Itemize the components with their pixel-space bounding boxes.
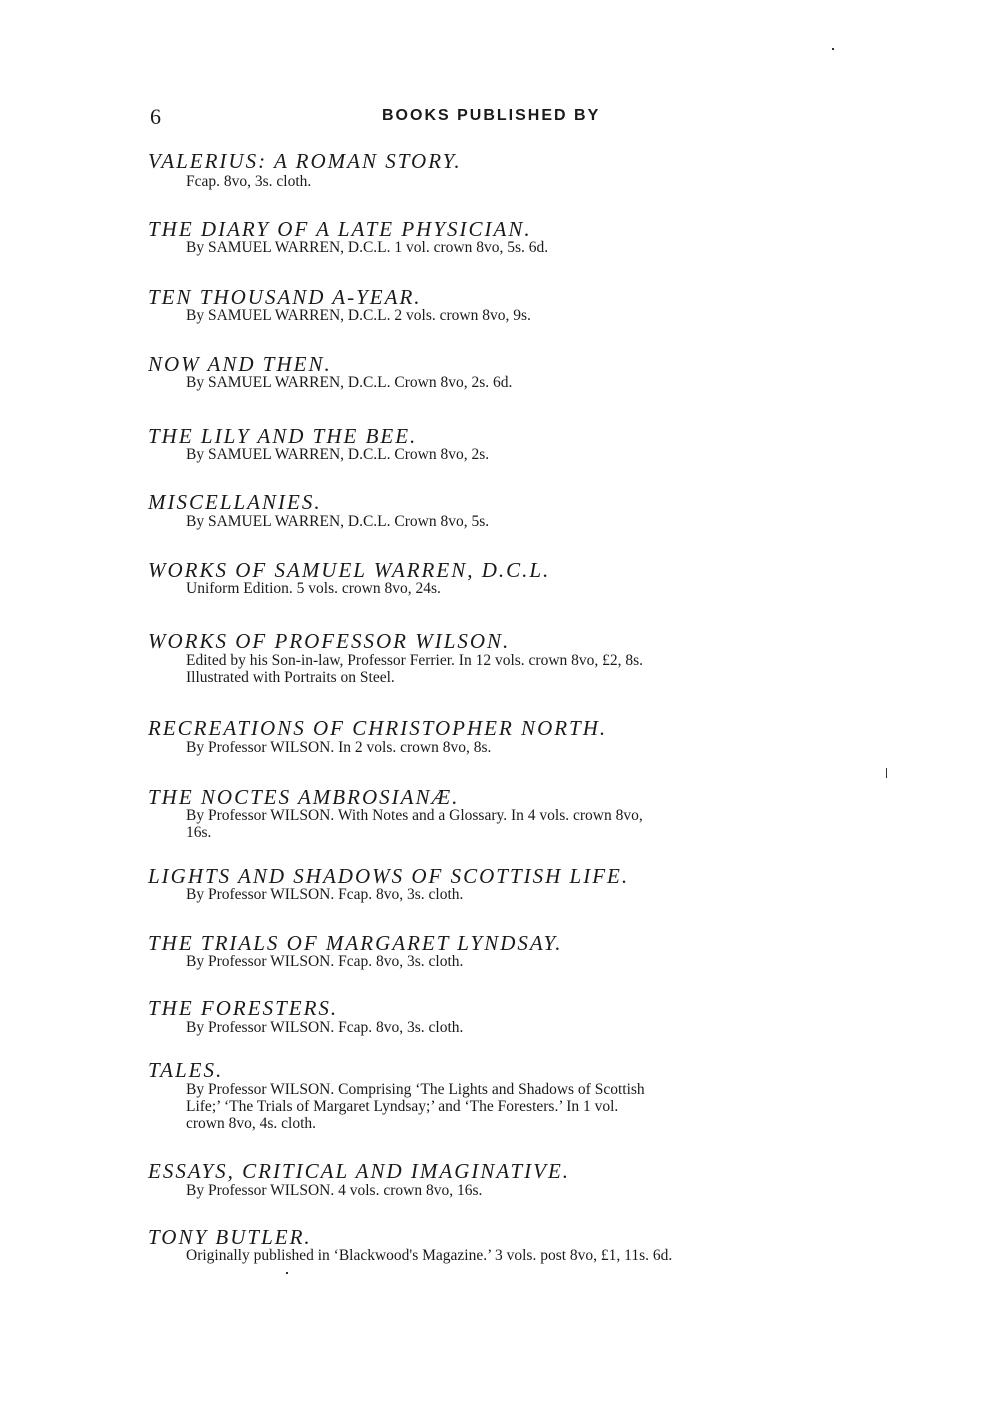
book-title: NOW AND THEN. bbox=[148, 352, 332, 376]
book-details-line: By SAMUEL WARREN, D.C.L. Crown 8vo, 2s. 6d. bbox=[186, 374, 513, 391]
book-details bbox=[186, 374, 876, 391]
book-details bbox=[186, 886, 876, 903]
book-details-line: By Professor WILSON. Fcap. 8vo, 3s. cloth. bbox=[186, 1019, 464, 1036]
book-details bbox=[186, 1081, 876, 1132]
book-title: ESSAYS, CRITICAL AND IMAGINATIVE. bbox=[148, 1159, 571, 1183]
book-details bbox=[186, 739, 876, 756]
book-title: THE TRIALS OF MARGARET LYNDSAY. bbox=[148, 931, 563, 955]
book-details-line: By SAMUEL WARREN, D.C.L. 2 vols. crown 8vo, 9s. bbox=[186, 307, 531, 324]
book-details bbox=[186, 446, 876, 463]
book-details bbox=[186, 1182, 876, 1199]
book-title: LIGHTS AND SHADOWS OF SCOTTISH LIFE. bbox=[148, 864, 630, 888]
book-details-line: Originally published in ‘Blackwood's Magazine.’ 3 vols. post 8vo, £1, 11s. 6d. bbox=[186, 1247, 673, 1264]
book-details-line: By SAMUEL WARREN, D.C.L. Crown 8vo, 2s. bbox=[186, 446, 490, 463]
book-details-line: Uniform Edition. 5 vols. crown 8vo, 24s. bbox=[186, 580, 441, 597]
book-details bbox=[186, 173, 876, 190]
book-title: THE NOCTES AMBROSIANÆ. bbox=[148, 785, 460, 809]
book-details-line: By SAMUEL WARREN, D.C.L. Crown 8vo, 5s. bbox=[186, 513, 490, 530]
book-details bbox=[186, 307, 876, 324]
book-details-line: crown 8vo, 4s. cloth. bbox=[186, 1115, 317, 1132]
book-details bbox=[186, 580, 876, 597]
book-title: WORKS OF PROFESSOR WILSON. bbox=[148, 629, 511, 653]
book-details-line: Fcap. 8vo, 3s. cloth. bbox=[186, 173, 312, 190]
book-title: VALERIUS: A ROMAN STORY. bbox=[148, 149, 462, 173]
book-details-line: Edited by his Son-in-law, Professor Ferrier. In 12 vols. crown 8vo, £2, 8s. bbox=[186, 652, 644, 669]
page-number: 6 bbox=[150, 104, 161, 129]
book-title: THE LILY AND THE BEE. bbox=[148, 424, 418, 448]
book-title: RECREATIONS OF CHRISTOPHER NORTH. bbox=[148, 716, 608, 740]
book-details-line: By SAMUEL WARREN, D.C.L. 1 vol. crown 8vo, 5s. 6d. bbox=[186, 239, 549, 256]
book-details bbox=[186, 1019, 876, 1036]
book-details-line: By Professor WILSON. With Notes and a Glossary. In 4 vols. crown 8vo, bbox=[186, 807, 643, 824]
book-title: TALES. bbox=[148, 1058, 224, 1082]
book-details bbox=[186, 513, 876, 530]
book-details-line: Life;’ ‘The Trials of Margaret Lyndsay;’ and ‘The Foresters.’ In 1 vol. bbox=[186, 1098, 619, 1115]
book-title: TEN THOUSAND A-YEAR. bbox=[148, 285, 422, 309]
ink-speck bbox=[832, 48, 834, 50]
book-details-line: By Professor WILSON. 4 vols. crown 8vo, 16s. bbox=[186, 1182, 483, 1199]
book-title: TONY BUTLER. bbox=[148, 1225, 312, 1249]
ink-speck bbox=[886, 768, 887, 778]
book-title: MISCELLANIES. bbox=[148, 490, 322, 514]
book-details bbox=[186, 807, 876, 841]
book-title: WORKS OF SAMUEL WARREN, D.C.L. bbox=[148, 558, 551, 582]
book-details bbox=[186, 1247, 876, 1264]
ink-speck bbox=[286, 1272, 288, 1274]
book-details-line: By Professor WILSON. Comprising ‘The Lights and Shadows of Scottish bbox=[186, 1081, 645, 1098]
book-title: THE DIARY OF A LATE PHYSICIAN. bbox=[148, 217, 532, 241]
book-details-line: 16s. bbox=[186, 824, 212, 841]
book-details-line: By Professor WILSON. Fcap. 8vo, 3s. cloth. bbox=[186, 953, 464, 970]
running-head: BOOKS PUBLISHED BY bbox=[382, 107, 601, 124]
book-details bbox=[186, 239, 876, 256]
book-details-line: By Professor WILSON. Fcap. 8vo, 3s. cloth. bbox=[186, 886, 464, 903]
book-details-line: By Professor WILSON. In 2 vols. crown 8vo, 8s. bbox=[186, 739, 492, 756]
book-details bbox=[186, 953, 876, 970]
book-details-line: Illustrated with Portraits on Steel. bbox=[186, 669, 395, 686]
book-details bbox=[186, 652, 876, 686]
book-title: THE FORESTERS. bbox=[148, 996, 339, 1020]
